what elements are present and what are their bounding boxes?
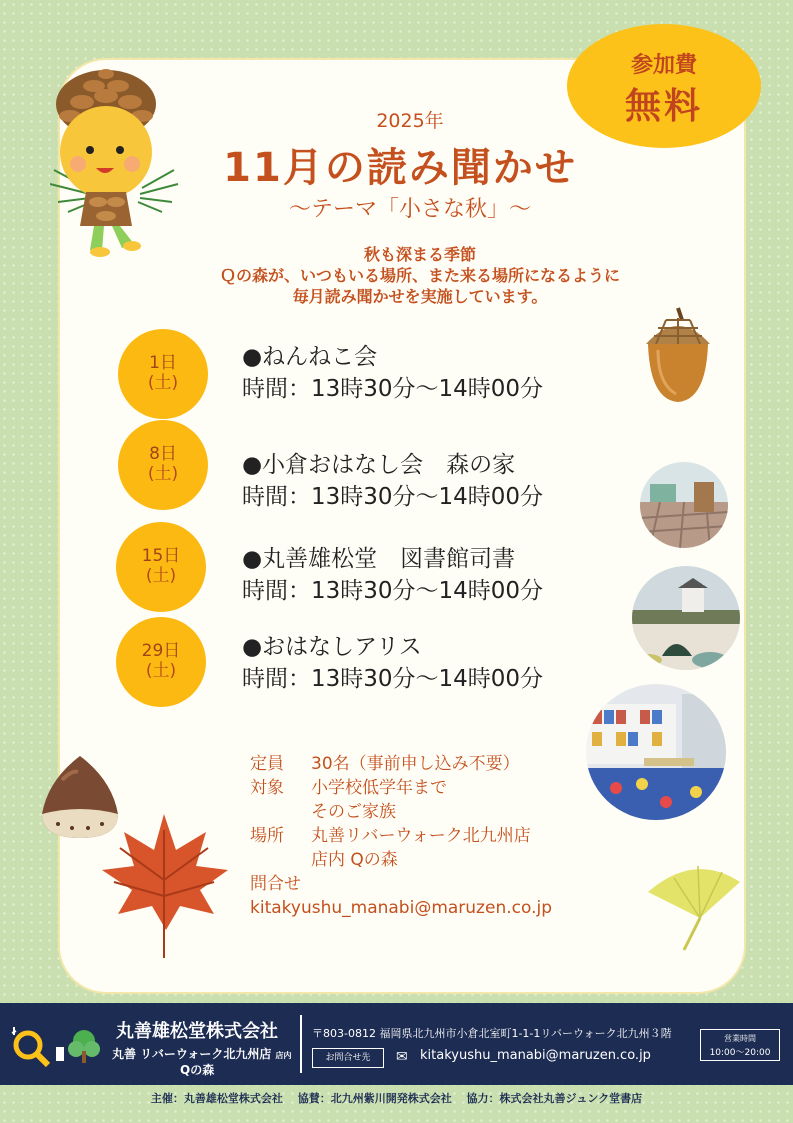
footer-divider — [300, 1015, 302, 1073]
event-time: 時間：13時30分～14時00分 — [242, 376, 544, 402]
place-value: 丸善リバーウォーク北九州店 — [311, 826, 531, 846]
event-day: 15日 — [141, 546, 181, 566]
target-value: 小学校低学年まで — [311, 778, 447, 798]
sponsor-credits: 主催：丸善雄松堂株式会社 協賛：北九州紫川開発株式会社 協力：株式会社丸善ジュンク堂書店 — [150, 1092, 643, 1105]
footer-bar — [0, 1003, 793, 1085]
event-weekday: (土) — [147, 464, 179, 484]
footer-store-small: 店内 — [275, 1051, 292, 1060]
pinecone-character-illustration — [40, 66, 190, 261]
event-name: ●おはなしアリス — [242, 634, 422, 660]
event-name: ●小倉おはなし会 森の家 — [242, 452, 516, 478]
event-weekday: (土) — [145, 566, 177, 586]
capacity-value: 30名（事前申し込み不要） — [311, 754, 520, 774]
event-details — [250, 752, 552, 920]
mail-icon: ✉ — [396, 1049, 408, 1065]
footer-store-name: 丸善 リバーウォーク北九州店 — [112, 1047, 272, 1061]
business-hours-value: 10:00～20:00 — [709, 1048, 771, 1058]
badge-fee-label: 参加費 — [630, 53, 697, 78]
intro-line: 毎月読み聞かせを実施しています。 — [292, 287, 548, 306]
footer-email[interactable]: kitakyushu_manabi@maruzen.co.jp — [420, 1048, 651, 1063]
intro-text — [140, 244, 700, 307]
business-hours-label: 営業時間 — [724, 1034, 756, 1043]
business-hours-box — [700, 1029, 780, 1061]
event-day: 1日 — [149, 353, 177, 373]
event-date-circle — [118, 420, 208, 510]
footer-store — [112, 1045, 292, 1062]
event-time: 時間：13時30分～14時00分 — [242, 484, 544, 510]
magnifier-logo-icon — [8, 1025, 52, 1069]
target-label: 対象 — [250, 778, 284, 798]
intro-line: 秋も深まる季節 — [363, 245, 476, 264]
target-value-2: そのご家族 — [311, 802, 396, 822]
event-date-circle — [118, 329, 208, 419]
maple-leaf-illustration — [96, 810, 232, 962]
place-value-2: 店内 Qの森 — [311, 850, 398, 870]
intro-line: Ｑの森が、いつもいる場所、また来る場所になるように — [219, 266, 620, 285]
tree-logo-icon — [54, 1027, 102, 1065]
contact-label: 問合せ — [250, 874, 301, 894]
acorn-illustration — [636, 304, 720, 404]
event-time: 時間：13時30分～14時00分 — [242, 578, 544, 604]
theme-subtitle: ～テーマ「小さな秋」～ — [288, 197, 531, 222]
bookshelf-photo — [586, 684, 726, 820]
ginkgo-leaf-illustration — [644, 852, 744, 954]
castle-view-photo — [632, 566, 740, 670]
event-day: 29日 — [141, 641, 181, 661]
event-date-circle — [116, 617, 206, 707]
contact-button[interactable]: お問合せ先 — [312, 1048, 384, 1068]
contact-email-link[interactable]: kitakyushu_manabi@maruzen.co.jp — [250, 898, 552, 918]
badge-free-label: 無料 — [624, 86, 703, 127]
footer-address: 〒803-0812 福岡県北九州市小倉北室町1-1-1リバーウォーク北九州３階 — [312, 1027, 672, 1040]
page-title: 11月の読み聞かせ — [223, 145, 577, 191]
capacity-label: 定員 — [250, 754, 284, 774]
event-day: 8日 — [149, 444, 177, 464]
place-label: 場所 — [250, 826, 284, 846]
free-admission-badge — [567, 24, 761, 148]
footer-company: 丸善雄松堂株式会社 — [116, 1021, 278, 1042]
event-name: ●丸善雄松堂 図書館司書 — [242, 546, 516, 572]
play-area-photo — [640, 462, 728, 548]
event-year: 2025年 — [376, 110, 444, 132]
event-time: 時間：13時30分～14時00分 — [242, 666, 544, 692]
event-date-circle — [116, 522, 206, 612]
event-name: ●ねんねこ会 — [242, 344, 378, 370]
event-weekday: (土) — [145, 661, 177, 681]
footer-store-place: Qの森 — [180, 1063, 215, 1077]
event-weekday: (土) — [147, 373, 179, 393]
